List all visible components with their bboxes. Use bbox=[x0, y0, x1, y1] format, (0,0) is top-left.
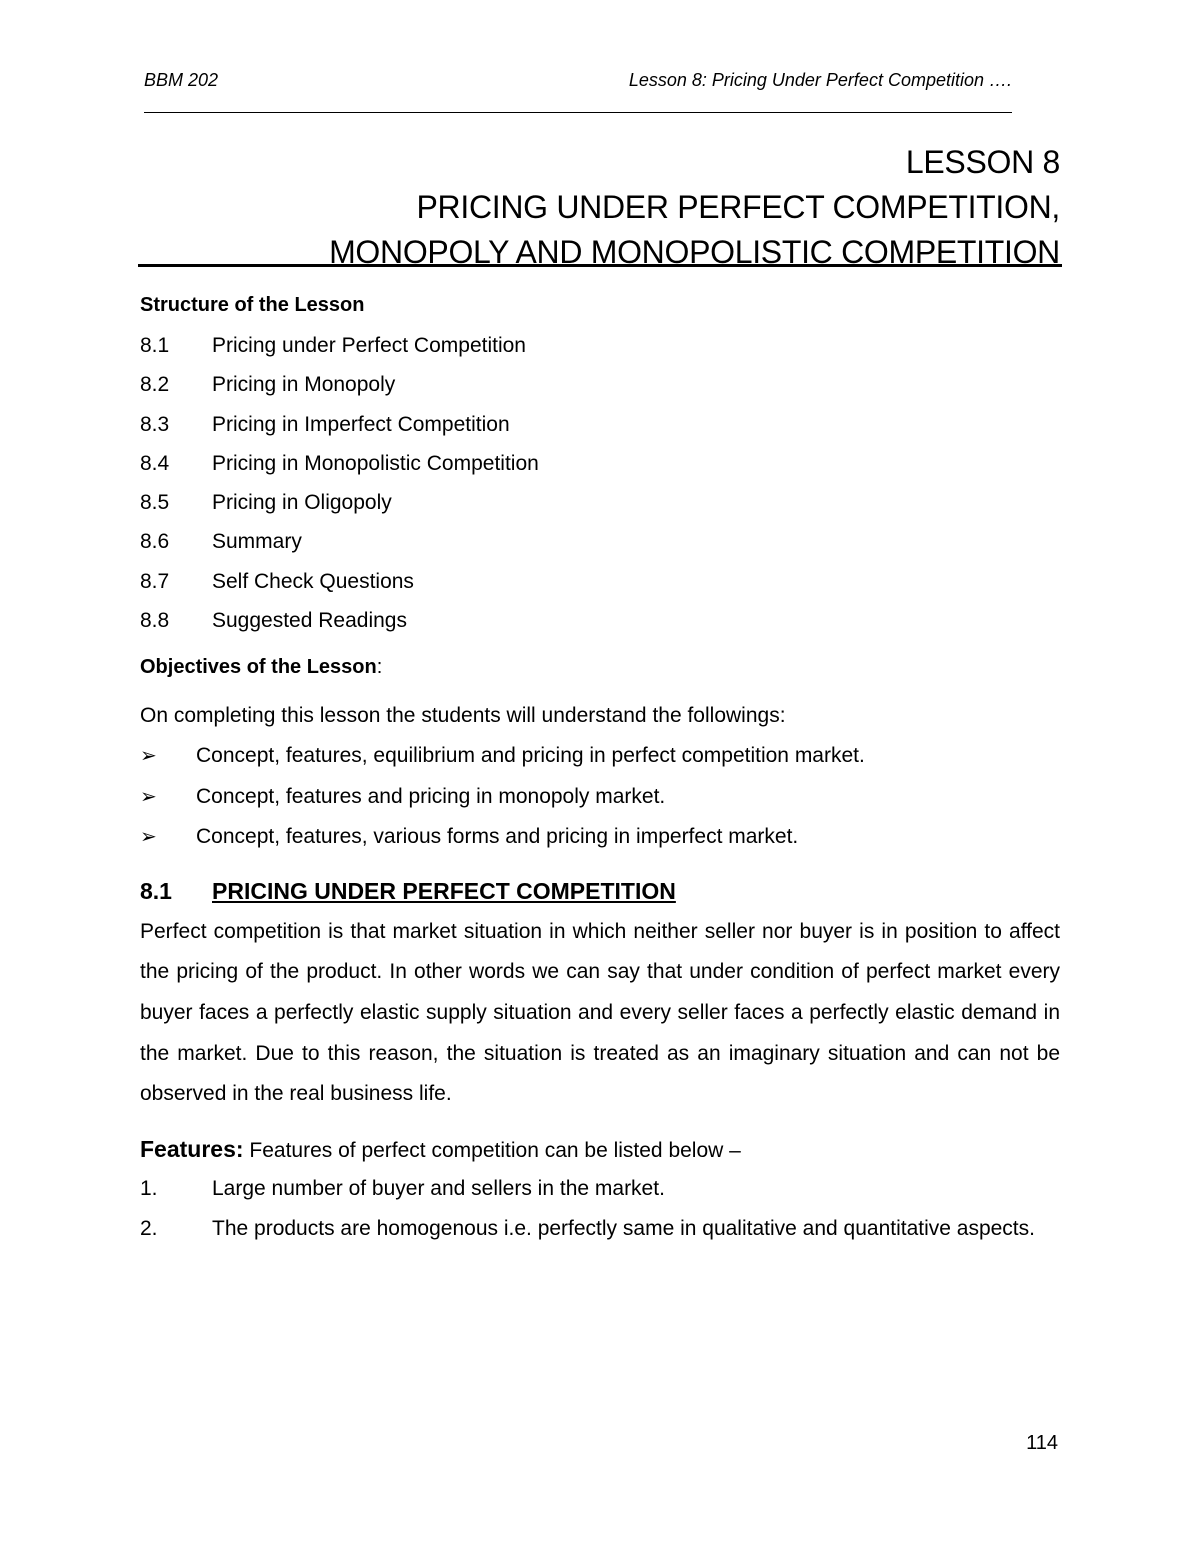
features-label: Features: bbox=[140, 1135, 244, 1162]
section-title: PRICING UNDER PERFECT COMPETITION bbox=[212, 877, 676, 904]
objective-item bbox=[140, 817, 1060, 858]
arrow-bullet-icon: ➢ bbox=[140, 785, 157, 808]
structure-item bbox=[140, 522, 1060, 561]
arrow-bullet-icon: ➢ bbox=[140, 826, 157, 849]
objective-item bbox=[140, 736, 1060, 777]
main-content bbox=[140, 290, 1060, 1250]
structure-item-number: 8.4 bbox=[140, 451, 170, 475]
section-number: 8.1 bbox=[140, 877, 172, 904]
header-divider bbox=[144, 112, 1012, 113]
structure-item-number: 8.1 bbox=[140, 334, 170, 357]
feature-number: 1. bbox=[140, 1176, 158, 1200]
structure-item-text: Pricing in Monopoly bbox=[212, 373, 396, 397]
running-header bbox=[144, 70, 1012, 96]
structure-item-number: 8.8 bbox=[140, 609, 170, 633]
structure-item-text: Summary bbox=[212, 530, 302, 554]
feature-item bbox=[140, 1169, 1060, 1210]
structure-item-number: 8.7 bbox=[140, 569, 170, 593]
objective-item bbox=[140, 777, 1060, 818]
structure-item-number: 8.2 bbox=[140, 373, 170, 397]
objective-text: Concept, features, equilibrium and pricing in perfect competition market. bbox=[196, 744, 865, 768]
features-text: Features of perfect competition can be listed below – bbox=[249, 1138, 741, 1162]
structure-item-text: Suggested Readings bbox=[212, 609, 407, 633]
structure-item bbox=[140, 601, 1060, 640]
lesson-title-line-2: MONOPOLY AND MONOPOLISTIC COMPETITION bbox=[329, 234, 1060, 270]
lesson-title bbox=[329, 140, 1060, 275]
structure-heading: Structure of the Lesson bbox=[140, 294, 365, 316]
structure-item-text: Pricing under Perfect Competition bbox=[212, 334, 526, 357]
feature-text: The products are homogenous i.e. perfectly same in qualitative and quantitative aspects. bbox=[212, 1217, 1035, 1241]
lesson-number: LESSON 8 bbox=[905, 144, 1060, 180]
page-number: 114 bbox=[1026, 1432, 1058, 1454]
structure-list bbox=[140, 326, 1060, 640]
section-heading bbox=[140, 870, 1060, 912]
lesson-title-line-1: PRICING UNDER PERFECT COMPETITION, bbox=[416, 189, 1060, 225]
feature-text: Large number of buyer and sellers in the market. bbox=[212, 1176, 665, 1200]
arrow-bullet-icon: ➢ bbox=[140, 745, 157, 768]
section-paragraph: Perfect competition is that market situation in which neither seller nor buyer is in position to affect the pricing of the product. In other words we can say that under condition of perfect market every buyer faces a perfectly elastic supply situation and every seller faces a perfectly elastic demand in the market. Due to this reason, the situation is treated as an imaginary situation and can not be observed in the real business life. bbox=[140, 919, 1060, 1106]
features-intro bbox=[140, 1129, 1060, 1169]
structure-item bbox=[140, 562, 1060, 601]
structure-item-number: 8.5 bbox=[140, 491, 170, 515]
features-list bbox=[140, 1169, 1060, 1250]
objectives-heading-colon: : bbox=[376, 656, 383, 679]
structure-item bbox=[140, 444, 1060, 483]
feature-number: 2. bbox=[140, 1217, 158, 1241]
structure-item-number: 8.3 bbox=[140, 412, 170, 436]
title-divider bbox=[138, 264, 1062, 267]
structure-item-number: 8.6 bbox=[140, 530, 170, 554]
structure-item bbox=[140, 326, 1060, 365]
structure-item bbox=[140, 483, 1060, 522]
feature-item bbox=[140, 1209, 1060, 1250]
objective-text: Concept, features, various forms and pricing in imperfect market. bbox=[196, 825, 799, 849]
structure-item-text: Pricing in Oligopoly bbox=[212, 491, 392, 515]
running-title: Lesson 8: Pricing Under Perfect Competition …. bbox=[628, 70, 1012, 90]
structure-item-text: Self Check Questions bbox=[212, 569, 414, 593]
objective-text: Concept, features and pricing in monopoly market. bbox=[196, 784, 666, 808]
structure-item bbox=[140, 405, 1060, 444]
objectives-heading-text: Objectives of the Lesson bbox=[140, 656, 377, 679]
structure-item-text: Pricing in Monopolistic Competition bbox=[212, 451, 539, 475]
structure-item-text: Pricing in Imperfect Competition bbox=[212, 412, 510, 436]
objectives-heading bbox=[140, 648, 1060, 686]
structure-item bbox=[140, 365, 1060, 404]
objectives-list bbox=[140, 736, 1060, 858]
course-code: BBM 202 bbox=[144, 70, 219, 90]
objectives-intro: On completing this lesson the students will understand the followings: bbox=[140, 704, 786, 728]
